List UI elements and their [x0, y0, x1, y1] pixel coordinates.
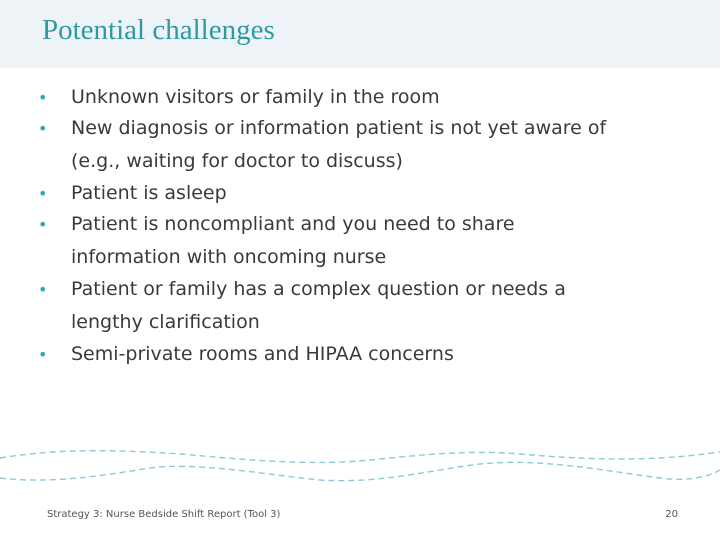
wave-line-upper — [0, 451, 720, 463]
bullet-text: New diagnosis or information patient is not yet aware of — [71, 117, 607, 139]
bullet-text-continued: (e.g., waiting for doctor to discuss) — [71, 150, 403, 172]
bullet-marker: • — [38, 345, 48, 364]
bullet-marker: • — [38, 88, 48, 107]
bullet-text: Patient is asleep — [71, 182, 227, 204]
slide-title: Potential challenges — [42, 14, 275, 46]
bullet-marker: • — [38, 184, 48, 203]
page-number: 20 — [665, 509, 678, 520]
footer-text: Strategy 3: Nurse Bedside Shift Report (Tool 3) — [47, 509, 281, 520]
wave-line-lower — [0, 462, 720, 480]
bullet-text: Patient is noncompliant and you need to share — [71, 213, 515, 235]
bullet-marker: • — [38, 215, 48, 234]
bullet-item — [0, 209, 720, 274]
decorative-waves — [0, 440, 720, 520]
bullet-item — [0, 113, 720, 178]
bullet-item — [0, 339, 720, 370]
bullet-text: Patient or family has a complex question or needs a — [71, 278, 566, 300]
bullet-text-continued: lengthy clarification — [71, 311, 260, 333]
bullet-text: Unknown visitors or family in the room — [71, 86, 440, 108]
bullet-list — [0, 82, 720, 370]
bullet-text-continued: information with oncoming nurse — [71, 246, 387, 268]
bullet-text: Semi-private rooms and HIPAA concerns — [71, 343, 454, 365]
bullet-marker: • — [38, 280, 48, 299]
bullet-item — [0, 82, 720, 113]
bullet-item — [0, 178, 720, 209]
bullet-marker: • — [38, 119, 48, 138]
bullet-item — [0, 274, 720, 339]
